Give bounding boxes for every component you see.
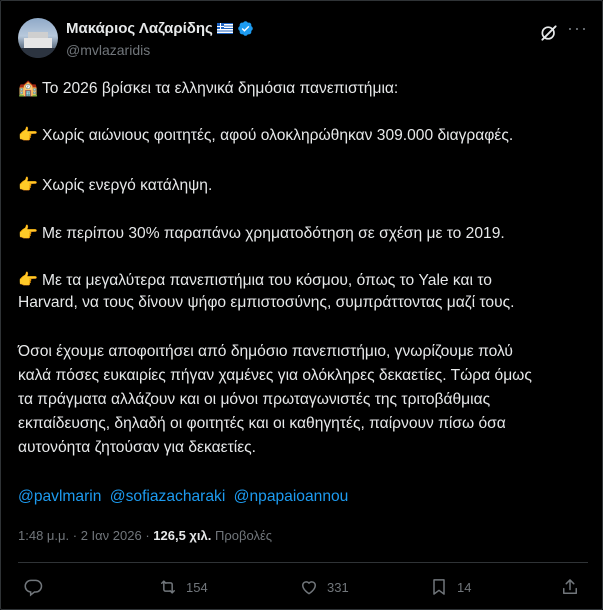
post-line-5 — [18, 270, 492, 290]
bookmark-icon — [429, 577, 449, 597]
author-name-row — [66, 20, 254, 37]
post-text: Χωρίς αιώνιους φοιτητές, αφού ολοκληρώθηκαν 309.000 διαγραφές. — [42, 127, 514, 144]
verified-badge-icon — [237, 20, 254, 37]
views-label: Προβολές — [214, 528, 273, 543]
post-line-10 — [18, 415, 506, 433]
greece-flag-icon — [217, 23, 233, 34]
post-line-4 — [18, 223, 505, 243]
pointing-hand-icon: 👉 — [18, 127, 38, 144]
author-handle[interactable]: @mvlazaridis — [66, 42, 151, 58]
post-text: Το 2026 βρίσκει τα ελληνικά δημόσια πανεπιστήμια: — [42, 80, 399, 97]
post-text: Harvard, να τους δίνουν ψήφο εμπιστοσύνης, συμπράττοντας μαζί τους. — [18, 294, 515, 311]
reply-icon — [24, 577, 44, 597]
mentions — [18, 488, 352, 506]
reply-button[interactable] — [24, 577, 52, 597]
avatar[interactable] — [18, 18, 58, 58]
post-time[interactable]: 1:48 μ.μ. — [18, 528, 70, 543]
post-text: Με περίπου 30% παραπάνω χρηματοδότηση σε σχέση με το 2019. — [42, 225, 505, 242]
post-text: εκπαίδευσης, δηλαδή οι φοιτητές και οι καθηγητές, παίρνουν πίσω όσα — [18, 415, 506, 432]
views-count: 126,5 χιλ. — [153, 528, 212, 543]
divider — [18, 562, 588, 563]
post-date[interactable]: 2 Ιαν 2026 — [80, 528, 142, 543]
action-bar — [18, 577, 588, 599]
pointing-hand-icon: 👉 — [18, 225, 38, 242]
post-line-6 — [18, 294, 514, 312]
meta-separator: · — [69, 528, 81, 543]
like-count: 331 — [327, 579, 349, 595]
author-display-name[interactable]: Μακάριος Λαζαρίδης — [66, 20, 213, 37]
meta-separator: · — [141, 528, 154, 543]
bookmark-button[interactable] — [429, 577, 471, 597]
share-button[interactable] — [560, 577, 580, 597]
school-icon: 🏫 — [18, 80, 38, 97]
post-text: τα πράγματα αλλάζουν και οι μόνοι πρωταγωνιστές της τριτοβάθμιας — [18, 391, 491, 408]
like-button[interactable] — [299, 577, 349, 597]
mention-link[interactable]: @sofiazacharaki — [109, 488, 226, 505]
bookmark-count: 14 — [457, 579, 472, 595]
post-text: αυτονόητα ζητούσαν για δεκαετίες. — [18, 439, 256, 456]
post-line-2 — [18, 125, 513, 145]
avatar-ground — [18, 48, 58, 58]
post-text: Χωρίς ενεργό κατάληψη. — [42, 177, 213, 194]
pointing-hand-icon: 👉 — [18, 272, 38, 289]
repost-icon — [158, 577, 178, 597]
repost-button[interactable] — [158, 577, 208, 597]
post-text: Με τα μεγαλύτερα πανεπιστήμια του κόσμου, όπως το Yale και το — [42, 272, 492, 289]
post-text: καλά πόσες ευκαιρίες πήγαν χαμένες για ολόκληρες δεκαετίες. Τώρα όμως — [18, 367, 532, 384]
mention-link[interactable]: @npapaioannou — [233, 488, 349, 505]
grok-icon[interactable] — [539, 23, 559, 43]
post-line-9 — [18, 391, 490, 409]
post-line-11 — [18, 439, 256, 457]
repost-count: 154 — [186, 579, 208, 595]
post-line-8 — [18, 367, 532, 385]
share-icon — [560, 577, 580, 597]
mention-link[interactable]: @pavlmarin — [18, 488, 102, 505]
post-line-1 — [18, 78, 398, 98]
post-meta — [18, 528, 272, 543]
post-line-3 — [18, 175, 212, 195]
post-text: Όσοι έχουμε αποφοιτήσει από δημόσιο πανεπιστήμιο, γνωρίζουμε πολύ — [18, 343, 513, 360]
heart-icon — [299, 577, 319, 597]
pointing-hand-icon: 👉 — [18, 177, 38, 194]
post-line-7 — [18, 343, 513, 361]
more-options-icon[interactable]: ··· — [567, 18, 588, 38]
